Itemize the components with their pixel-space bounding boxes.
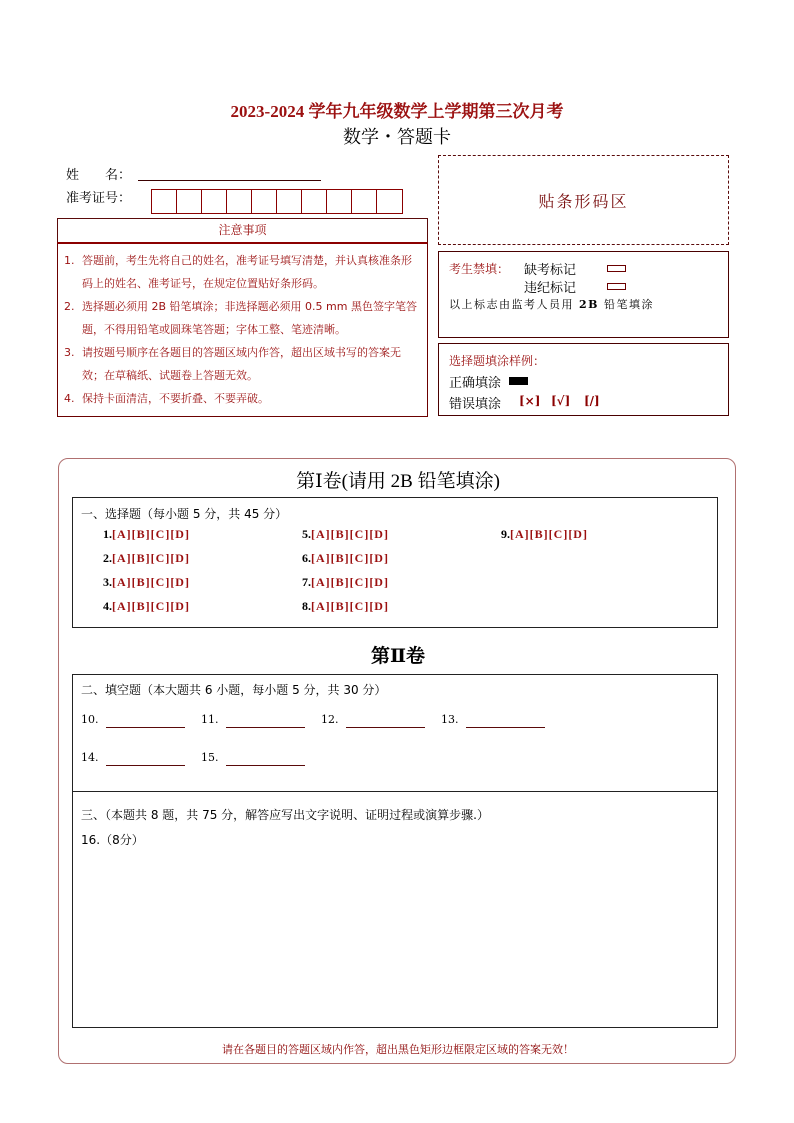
fill-sample-box	[438, 343, 729, 416]
solution-box[interactable]	[72, 791, 718, 1028]
choice-options[interactable]: [A][B][C][D]	[311, 599, 389, 613]
choice-question-5[interactable]	[302, 527, 389, 542]
fill-question-10-label: 10.	[81, 713, 99, 726]
proctor-note	[449, 296, 654, 312]
notice-item	[64, 295, 421, 341]
choice-number: 3.	[103, 575, 112, 589]
choice-number: 4.	[103, 599, 112, 613]
notice-number: 3.	[64, 346, 75, 359]
wrong-fill-label: 错误填涂	[449, 397, 502, 412]
notice-text: 答题前，考生先将自己的姓名，准考证号填写清楚，并认真核准条形码上的姓名、准考证号，在规定位置贴好条形码。	[82, 254, 412, 290]
choice-question-1[interactable]	[103, 527, 190, 542]
fill-in-blank-heading: 二、填空题（本大题共 6 小题，每小题 5 分，共 30 分）	[81, 683, 387, 697]
choice-options[interactable]: [A][B][C][D]	[311, 575, 389, 589]
section2-title: 第Ⅱ卷	[370, 646, 425, 667]
choice-number: 8.	[302, 599, 311, 613]
section1-title: 第Ⅰ卷(请用 2B 铅笔填涂)	[296, 471, 500, 492]
proctor-note-suffix: 铅笔填涂	[598, 298, 654, 311]
fill-answer-10[interactable]	[106, 727, 185, 728]
exam-id-digit-box[interactable]	[301, 189, 328, 214]
exam-id-digit-box[interactable]	[376, 189, 403, 214]
absent-mark-box[interactable]	[607, 265, 626, 272]
solution-heading: 三、（本题共 8 题，共 75 分，解答应写出文字说明、证明过程或演算步骤.）	[81, 808, 489, 822]
exam-id-boxes	[151, 189, 403, 214]
choice-question-7[interactable]	[302, 575, 389, 590]
exam-title: 2023-2024 学年九年级数学上学期第三次月考	[230, 102, 564, 121]
choice-number: 1.	[103, 527, 112, 541]
notice-text: 选择题必须用 2B 铅笔填涂；非选择题必须用 0.5 mm 黑色签字笔答题，不得用铅笔或圆珠笔答题；字体工整、笔迹清晰。	[82, 300, 417, 336]
exam-id-digit-box[interactable]	[326, 189, 353, 214]
fill-answer-15[interactable]	[226, 765, 305, 766]
name-label: 姓 名：	[66, 168, 132, 183]
choice-question-8[interactable]	[302, 599, 389, 614]
absent-mark-label: 缺考标记	[524, 263, 577, 278]
choice-number: 2.	[103, 551, 112, 565]
fill-question-14-label: 14.	[81, 751, 99, 764]
choice-number: 9.	[501, 527, 510, 541]
proctor-only-box	[438, 251, 729, 338]
exam-id-digit-box[interactable]	[251, 189, 278, 214]
proctor-only-title: 考生禁填：	[449, 262, 510, 276]
fill-answer-14[interactable]	[106, 765, 185, 766]
choice-options[interactable]: [A][B][C][D]	[311, 551, 389, 565]
fill-question-15-label: 15.	[201, 751, 219, 764]
wrong-fill-cross: [×]	[519, 394, 541, 408]
notice-item	[64, 387, 421, 410]
choice-options[interactable]: [A][B][C][D]	[112, 551, 190, 565]
question-16-label: 16.（8分）	[81, 833, 144, 847]
choice-question-6[interactable]	[302, 551, 389, 566]
exam-id-label: 准考证号：	[66, 191, 132, 206]
violation-mark-box[interactable]	[607, 283, 626, 290]
fill-sample-title: 选择题填涂样例：	[449, 354, 546, 368]
choice-options[interactable]: [A][B][C][D]	[112, 527, 190, 541]
notice-number: 1.	[64, 254, 75, 267]
exam-id-digit-box[interactable]	[276, 189, 303, 214]
proctor-note-pencil: 2B	[579, 298, 599, 311]
notice-header: 注意事项	[57, 218, 428, 243]
barcode-sticker-area	[438, 155, 729, 245]
choice-question-3[interactable]	[103, 575, 190, 590]
multiple-choice-heading: 一、选择题（每小题 5 分，共 45 分）	[81, 507, 288, 521]
choice-question-2[interactable]	[103, 551, 190, 566]
choice-question-9[interactable]	[501, 527, 588, 542]
notice-number: 4.	[64, 392, 75, 405]
fill-question-12-label: 12.	[321, 713, 339, 726]
choice-options[interactable]: [A][B][C][D]	[311, 527, 389, 541]
fill-question-11-label: 11.	[201, 713, 219, 726]
wrong-fill-slash: [/]	[584, 394, 600, 408]
choice-question-4[interactable]	[103, 599, 190, 614]
answer-frame	[58, 458, 736, 1064]
notice-text: 保持卡面清洁，不要折叠、不要弄破。	[82, 392, 269, 405]
choice-options[interactable]: [A][B][C][D]	[112, 575, 190, 589]
notice-list	[57, 242, 428, 417]
exam-id-digit-box[interactable]	[151, 189, 178, 214]
footer-warning: 请在各题目的答题区域内作答，超出黑色矩形边框限定区域的答案无效！	[222, 1043, 574, 1056]
answer-sheet-subtitle: 数学・答题卡	[343, 127, 451, 148]
violation-mark-label: 违纪标记	[524, 281, 577, 296]
fill-answer-13[interactable]	[466, 727, 545, 728]
name-input-line[interactable]	[138, 180, 321, 181]
exam-id-digit-box[interactable]	[176, 189, 203, 214]
barcode-label: 贴条形码区	[538, 191, 629, 211]
fill-answer-12[interactable]	[346, 727, 425, 728]
choice-options[interactable]: [A][B][C][D]	[112, 599, 190, 613]
notice-text: 请按题号顺序在各题目的答题区域内作答，超出区域书写的答案无效；在草稿纸、试题卷上答题无效。	[82, 346, 401, 382]
wrong-fill-check: [√]	[551, 394, 571, 408]
exam-id-digit-box[interactable]	[351, 189, 378, 214]
fill-in-blank-box	[72, 674, 718, 792]
notice-item	[64, 249, 421, 295]
correct-fill-label: 正确填涂	[449, 376, 502, 391]
exam-id-digit-box[interactable]	[201, 189, 228, 214]
notice-number: 2.	[64, 300, 75, 313]
exam-id-digit-box[interactable]	[226, 189, 253, 214]
choice-number: 7.	[302, 575, 311, 589]
correct-fill-example	[509, 377, 528, 385]
choice-options[interactable]: [A][B][C][D]	[510, 527, 588, 541]
choice-number: 6.	[302, 551, 311, 565]
notice-item	[64, 341, 421, 387]
fill-question-13-label: 13.	[441, 713, 459, 726]
choice-number: 5.	[302, 527, 311, 541]
multiple-choice-box	[72, 497, 718, 628]
fill-answer-11[interactable]	[226, 727, 305, 728]
proctor-note-prefix: 以上标志由监考人员用	[449, 298, 579, 311]
